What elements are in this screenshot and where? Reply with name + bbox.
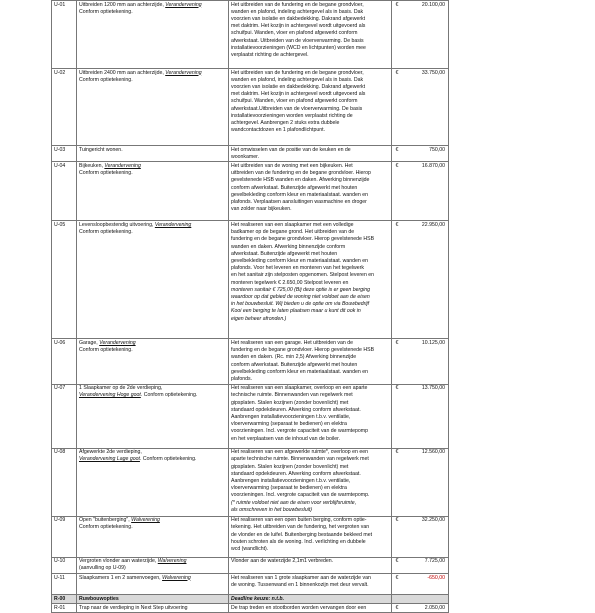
option-code: U-04 [52,162,77,221]
specification-line: voorzien van isolatie en dakbedekking. Dakrand afgewerkt [231,83,366,90]
table-row [52,557,449,573]
option-code: U-05 [52,221,77,339]
specification-line: Het realiseren van een slaapkamer, overloop en een aparte [231,385,368,392]
option-drawing-link[interactable]: Verandervening [165,1,202,8]
table-row [52,574,449,595]
option-code: U-10 [52,557,77,573]
specification-line: gevelbekleding conform kleur en materiaalstaat. wanden en [231,368,368,375]
option-specification [229,162,392,221]
specification-line: met daktrim. Het kozijn in achtergevel wordt uitgevoerd als [231,23,366,30]
specification-line: de vlonder en de luifel. Buitenberging bestaande bekleed met [231,531,373,538]
option-specification [229,448,392,516]
section-amount-empty [402,595,449,604]
section-title: Ruwbouwopties [77,595,229,604]
table-row [52,448,449,516]
specification-line: Het realiseren van een afgewerkte ruimte*, overloop en een [231,449,368,456]
specification-line: technische ruimte. Binnenwanden van regelwerk met [231,392,353,399]
specification-line: Vlonder aan de waterzijde 2,1m1 verbreden. [231,558,334,565]
specification-line: schuifpui. Wanden, vloer en plafond afgewerkt conform [231,98,358,105]
specification-line: installatievoorzieningen worden verplaatst richting de [231,112,353,119]
option-subtitle: (aanvulling op U-09) [79,565,126,572]
option-specification [229,516,392,557]
section-currency-empty [392,595,403,604]
specification-line: installatievoorzieningen (WCD en lichtpunten) worden mee [231,44,366,51]
table-row [52,516,449,557]
specification-line: badkamer op de begane grond. Het uitbreiden van de [231,229,355,236]
option-drawing-link[interactable]: Verandervening Lage goot [79,456,140,463]
specification-line: plafonds. [231,375,253,382]
option-description [77,69,229,146]
option-price: 32.250,00 [402,516,449,557]
specification-line: wcd (wandlicht). [231,545,269,552]
specification-line: Het omwisselen van de positie van de keuken en de [231,146,351,153]
specification-line: wanden en plafond, indeling achtergevel als in basis. Dak [231,8,364,15]
table-row [52,339,449,384]
specification-line: Het realiseren van 1 grote slaapkamer aan de waterzijde van [231,574,371,581]
specification-line: voorzieningen. Incl. vergrote capaciteit van de warmtepomp [231,428,368,435]
specification-line: standaard opdekdeuren. Afwerking conform afwerkstaat. [231,406,361,413]
specification-line: afwerkstaat.Uitbreiden van de vloerverwarming. De basis [231,105,363,112]
option-title: Open "buitenberging", [79,517,132,524]
specification-line: Het realiseren van een slaapkamer met een volledige [231,221,354,228]
currency-symbol: € [392,604,403,613]
specification-line: conform afwerkstaat. Buitenzijde afgewerkt met houten [231,184,358,191]
option-drawing-link[interactable]: Verandervening [154,221,192,228]
option-title: Uitbreiden 1200 mm aan achterzijde, [79,1,166,8]
option-subtitle: Conform optietekening. [79,524,133,531]
specification-line: Het uitbreiden van de woning met een bijkeuken. Het [231,162,353,169]
specification-line: Het uitbreiden van de fundering en de begane grondvloer, [231,1,364,8]
option-drawing-link[interactable]: Walverening [131,517,160,524]
specification-line: afwerkstaat. Buitenzijde afgewerkt met houten [231,250,338,257]
option-description [77,339,229,384]
option-specification [229,146,392,162]
specification-line: Aanbrengen installatievoorzieningen t.b.v. ventilatie, [231,413,351,420]
specification-line: voorzien van isolatie en dakbedekking. Dakrand afgewerkt [231,15,366,22]
option-code: U-11 [52,574,77,595]
option-price: 10.125,00 [402,339,449,384]
specification-line: met daktrim. Het kozijn in achtergevel wordt uitgevoerd als [231,91,366,98]
option-drawing-link[interactable]: Walverening [162,574,191,581]
specification-line: plafonds. Voor het leveren en monteren van het tegelwerk [231,265,364,272]
table-row [52,69,449,146]
specification-line: wanden en plafond, indeling achtergevel als in basis. Dak [231,76,364,83]
specification-line: Kooi een berging te laten plaatsen maar u kunt dit ook in [231,308,361,315]
option-code: U-09 [52,516,77,557]
option-description [77,384,229,448]
option-title: Levensloopbestendig uitvoering, [79,221,155,228]
option-title: 1 Slaapkamer op de 2de verdieping, [79,385,163,392]
option-code: R-01 [52,604,77,613]
specification-line: verplaatst richting de achtergevel. [231,51,309,58]
specification-line: wanden en daken. Afwerking binnenzijde conform [231,243,346,250]
option-description [77,574,229,595]
option-price: 20.100,00 [402,1,449,69]
specification-line: houten schroten als de woning. Incl. verlichting en dubbele [231,538,366,545]
option-drawing-link[interactable]: Verandervening [99,339,136,346]
option-title: Uitbreiden 2400 mm aan achterzijde, [79,69,166,76]
section-header-row [52,595,449,604]
option-price: 22.950,00 [402,221,449,339]
specification-line: wandcontactdozen en 1 plafondlichtpunt. [231,127,326,134]
specification-line: gipsplaten. Stalen kozijnen (zonder bovenlicht) met [231,463,349,470]
currency-symbol: € [392,448,403,516]
section-code: R-00 [52,595,77,604]
specification-line: Het realiseren van een open buiten berging, conform optie- [231,517,367,524]
option-title: Bijkeuken, [79,162,105,169]
specification-line: afwerkstaat. Uitbreiden van de vloerverwarming. De basis [231,37,364,44]
option-price: 16.870,00 [402,162,449,221]
option-drawing-link[interactable]: Walverening [157,558,187,565]
specification-line: vloerverwarming (separaat te bedienen) en elektra [231,421,347,428]
options-table-body [52,1,449,613]
option-code: U-03 [52,146,77,162]
currency-symbol: € [392,384,403,448]
specification-line: als omschreven in het bouwbesluit) [231,506,313,513]
option-specification [229,557,392,573]
specification-line: de woning. Tussenwand en 1 binnenkozijn met deur vervalt. [231,581,369,588]
option-subtitle: . Conform optietekening. [140,392,198,399]
specification-line: (* ruimte voldoet niet aan de eisen voor verblijfsruimte, [231,499,357,506]
specification-line: en het verplaatsen van de inhoud van de boiler. [231,435,341,442]
table-row [52,384,449,448]
option-specification [229,1,392,69]
specification-line: vloerverwarming (separaat te bedienen) en elektra [231,485,347,492]
option-description [77,146,229,162]
option-subtitle: Conform optietekening. [79,8,133,15]
specification-line: woonkamer. [231,153,259,160]
option-price: 2.050,00 [402,604,449,613]
specification-line: gevelbekleding conform kleur en materiaalstaat. wanden en [231,191,368,198]
currency-symbol: € [392,146,403,162]
option-subtitle: . Conform optietekening. [139,456,197,463]
option-specification [229,574,392,595]
specification-line: aparte technische ruimte. Binnenwanden van regelwerk met [231,456,369,463]
option-price: 13.750,00 [402,384,449,448]
option-drawing-link[interactable]: Verandervening Hoge goot [79,392,141,399]
specification-line: schuifpui. Wanden, vloer en plafond afgewerkt conform [231,30,358,37]
option-subtitle: Conform optietekening. [79,76,133,83]
option-specification [229,384,392,448]
currency-symbol: € [392,516,403,557]
specification-line: Het uitbreiden van de fundering en de begane grondvloer, [231,69,364,76]
specification-line: gipsplaten. Stalen kozijnen (zonder bovenlicht) met [231,399,349,406]
option-drawing-link[interactable]: Verandervening [104,162,141,169]
specification-line: gevelbekleding conform kleur en materiaalstaat. wanden en [231,257,368,264]
specification-line: Het realiseren van een garage. Het uitbreiden van de [231,339,353,346]
option-specification: De trap treden en stootborden worden vervangen door een [229,604,392,613]
option-subtitle: Conform optietekening. [79,170,133,177]
option-title: Garage, [79,339,100,346]
option-code: U-02 [52,69,77,146]
option-code: U-08 [52,448,77,516]
option-specification [229,221,392,339]
currency-symbol: € [392,574,403,595]
option-title: Slaapkamers 1 en 2 samenvoegen, [79,574,163,581]
currency-symbol: € [392,162,403,221]
option-price: 750,00 [402,146,449,162]
specification-line: conform afwerkstaat. Buitenzijde afgewerkt met houten [231,361,358,368]
option-price: -650,00 [402,574,449,595]
option-subtitle: Conform optietekening. [79,347,133,354]
specification-line: waardoor op dat gebied de woning niet voldoet aan de eisen [231,293,370,300]
option-title: Tuingericht wonen. [79,146,123,153]
specification-line: fundering en de begane grondvloer. Hierop gevelstenede HSB [231,236,375,243]
currency-symbol: € [392,1,403,69]
option-description [77,221,229,339]
specification-line: van zolder naar bijkeuken. [231,206,292,213]
specification-line: in het bouwbesluit. Wij bieden u de optie om via Bouwbedrijf [231,301,370,308]
specification-line: uitbreiden van de fundering en de begane grondvloer. Hierop [231,170,371,177]
option-title: Afgewerkte 2de verdieping, [79,449,142,456]
specification-line: fundering en de begane grondvloer. Hierop gevelstenede HSB [231,347,375,354]
specification-line: tekening. Het uitbreiden van de fundering, het vergroten van [231,524,370,531]
specification-line: en het sanitair zijn stelposten opgenomen. Stelpost leveren en [231,272,375,279]
table-row [52,604,449,613]
option-specification [229,339,392,384]
currency-symbol: € [392,69,403,146]
specification-line: wanden en daken. (Rc. min 2,5) Afwerking binnenzijde [231,354,357,361]
option-price: 7.725,00 [402,557,449,573]
option-description: Trap naar de verdieping in Next Step uitvoering [77,604,229,613]
specification-line: voorzieningen. Incl. vergrote capaciteit van de warmtepomp. [231,492,370,499]
currency-symbol: € [392,557,403,573]
option-code: U-01 [52,1,77,69]
options-table [51,0,449,613]
option-code: U-06 [52,339,77,384]
specification-line: monteren tegelwerk € 2.650,00 Stelpost leveren en [231,279,349,286]
specification-line: plafonds. Verplaatsen aansluitingen wasmachine en droger [231,198,367,205]
option-description [77,1,229,69]
table-row [52,221,449,339]
option-description [77,162,229,221]
option-subtitle: Conform optietekening. [79,229,133,236]
currency-symbol: € [392,339,403,384]
option-title: Vergroten vlonder aan waterzijde, [79,558,158,565]
table-row [52,1,449,69]
currency-symbol: € [392,221,403,339]
specification-line: achtergevel. Aanbrengen 2 stuks extra dubbele [231,119,340,126]
table-row [52,162,449,221]
option-description [77,557,229,573]
option-code: U-07 [52,384,77,448]
specification-line: gevelstenede HSB wanden en daken. Afwerking binnenzijde [231,177,370,184]
specification-line: eigen beheer afronden.) [231,315,287,322]
option-description [77,516,229,557]
section-deadline: Deadline keuze: n.t.b. [229,595,392,604]
option-description [77,448,229,516]
specification-line: monteren sanitair € 725,00 (Bij deze optie is er geen berging [231,286,370,293]
table-row [52,146,449,162]
option-price: 33.750,00 [402,69,449,146]
option-specification [229,69,392,146]
option-price: 12.560,00 [402,448,449,516]
option-drawing-link[interactable]: Verandervening [165,69,202,76]
specification-line: standaard opdekdeuren. Afwerking conform afwerkstaat. [231,470,361,477]
specification-line: Aanbrengen installatievoorzieningen t.b.v. ventilatie, [231,477,351,484]
